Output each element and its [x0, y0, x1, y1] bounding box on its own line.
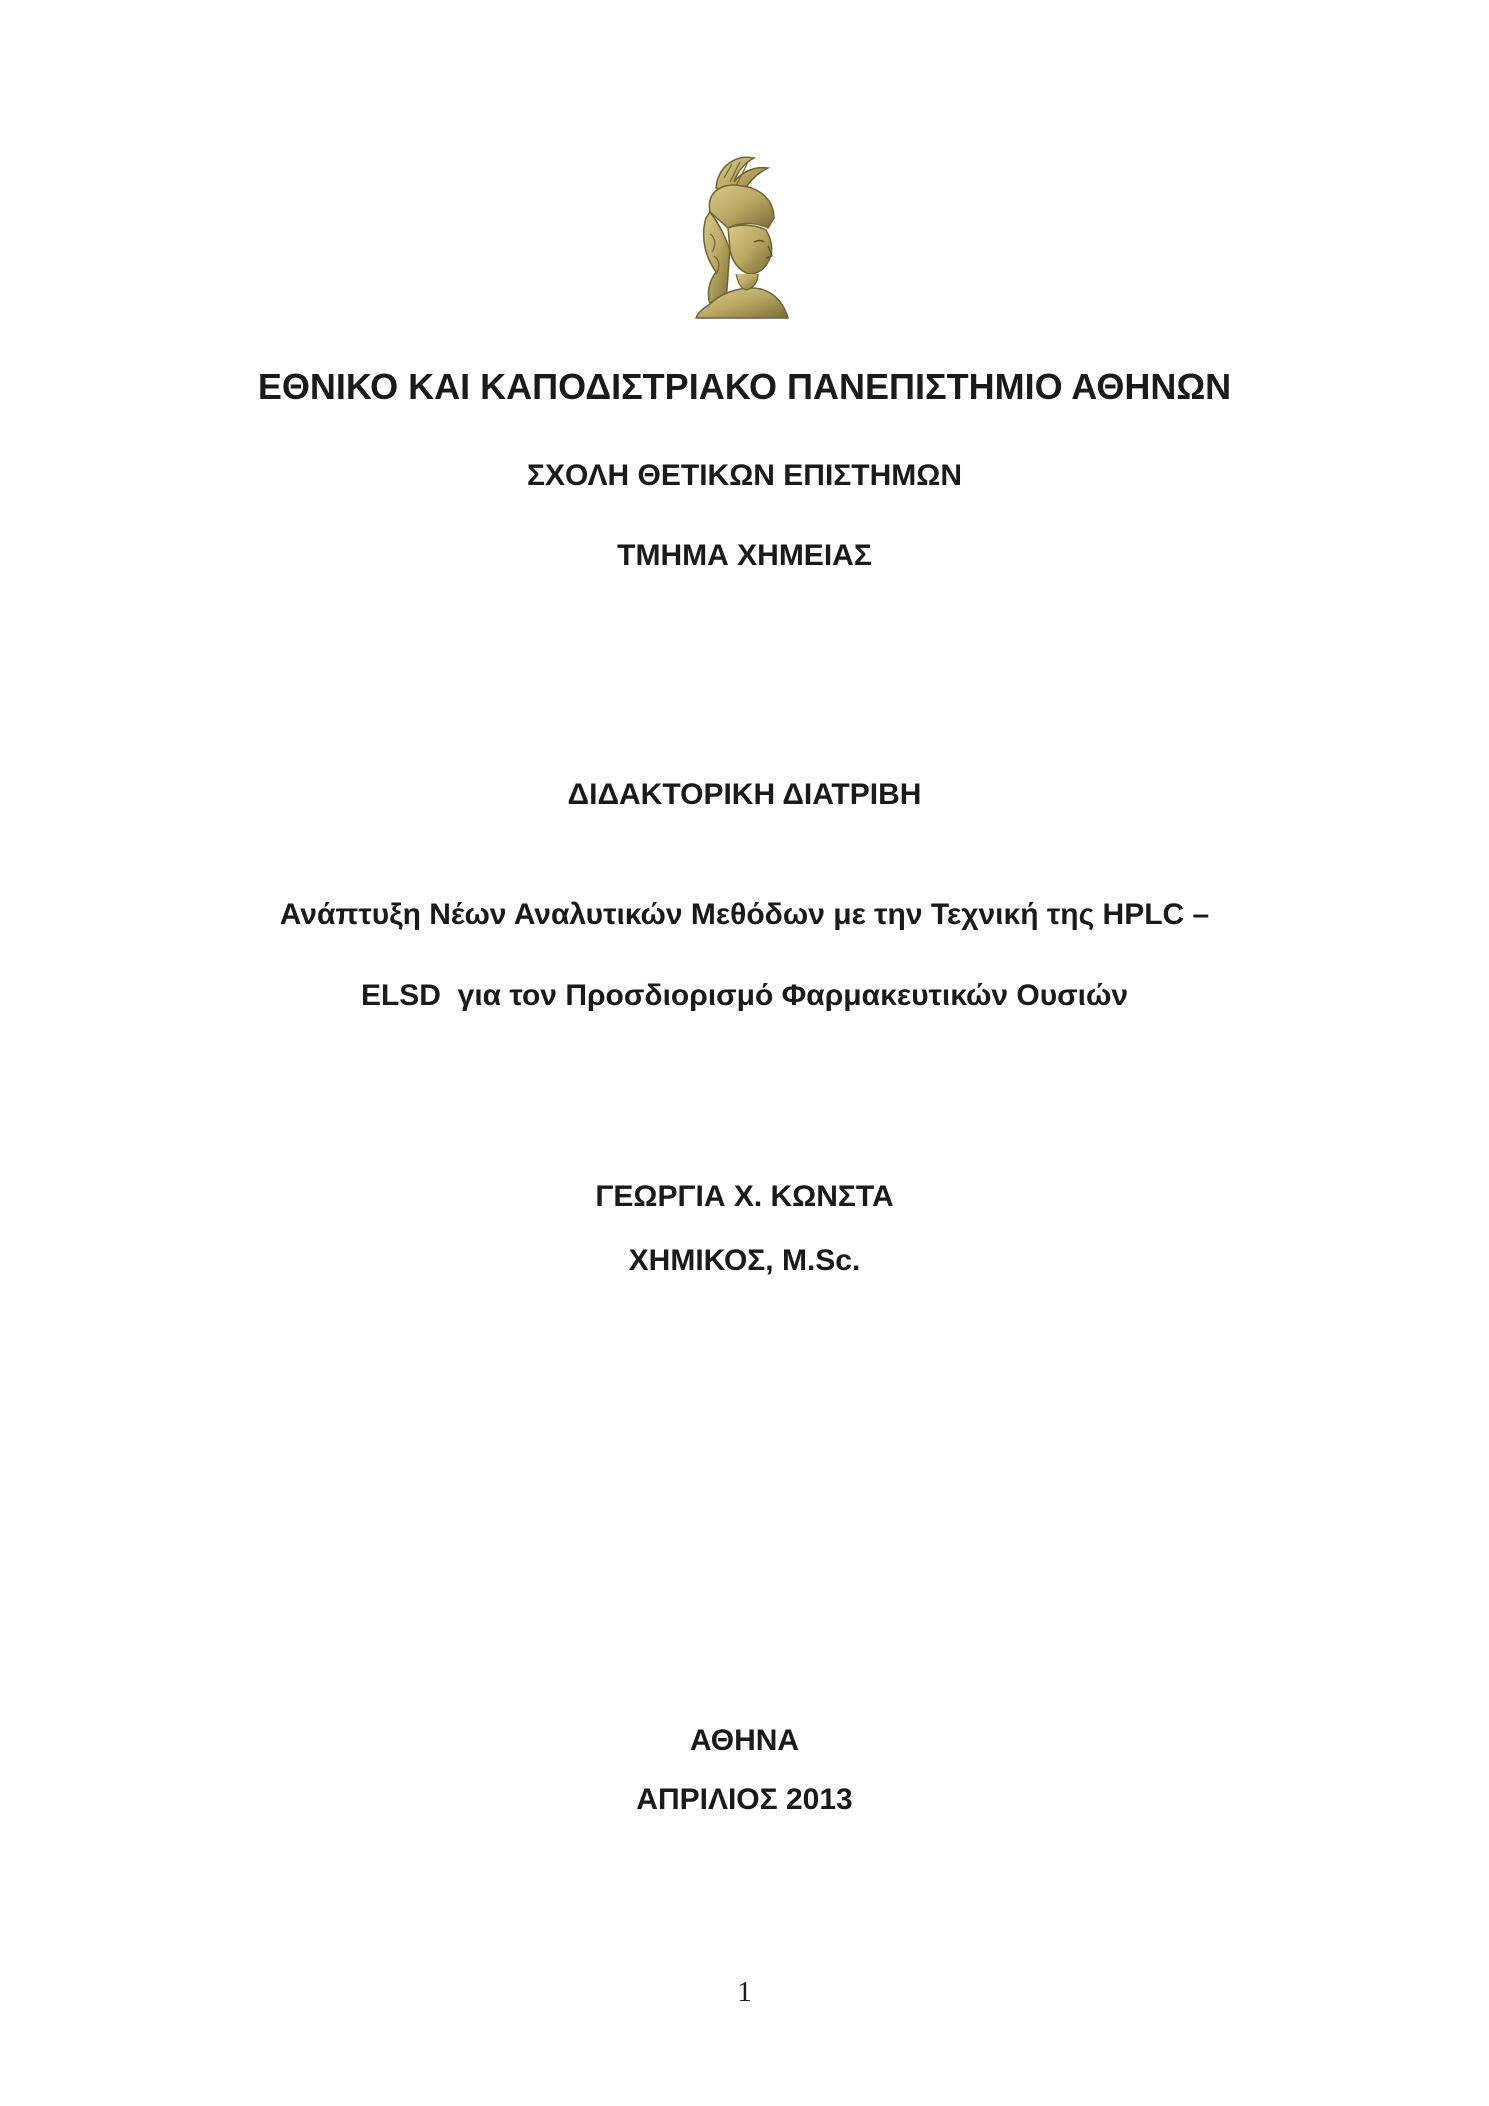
- department-name: ΤΜΗΜΑ ΧΗΜΕΙΑΣ: [617, 539, 872, 572]
- thesis-type: ΔΙΔΑΚΤΟΡΙΚΗ ΔΙΑΤΡΙΒΗ: [567, 778, 922, 811]
- date: ΑΠΡΙΛΙΟΣ 2013: [636, 1783, 853, 1816]
- thesis-title-line-2: ELSD για τον Προσδιορισμό Φαρμακευτικών Ουσιών: [360, 979, 1129, 1012]
- page-number: 1: [737, 1976, 752, 2008]
- university-name: ΕΘΝΙΚΟ ΚΑΙ ΚΑΠΟΔΙΣΤΡΙΑΚΟ ΠΑΝΕΠΙΣΤΗΜΙΟ ΑΘΗΝΩΝ: [257, 366, 1232, 407]
- author-name: ΓΕΩΡΓΙΑ Χ. ΚΩΝΣΤΑ: [595, 1180, 894, 1213]
- city: ΑΘΗΝΑ: [689, 1724, 800, 1757]
- athena-head-logo-icon: [676, 148, 806, 328]
- thesis-title-line-1: Ανάπτυξη Νέων Αναλυτικών Μεθόδων με την Τεχνική της HPLC –: [279, 898, 1210, 931]
- school-name: ΣΧΟΛΗ ΘΕΤΙΚΩΝ ΕΠΙΣΤΗΜΩΝ: [527, 459, 962, 492]
- author-credentials: ΧΗΜΙΚΟΣ, M.Sc.: [628, 1244, 861, 1277]
